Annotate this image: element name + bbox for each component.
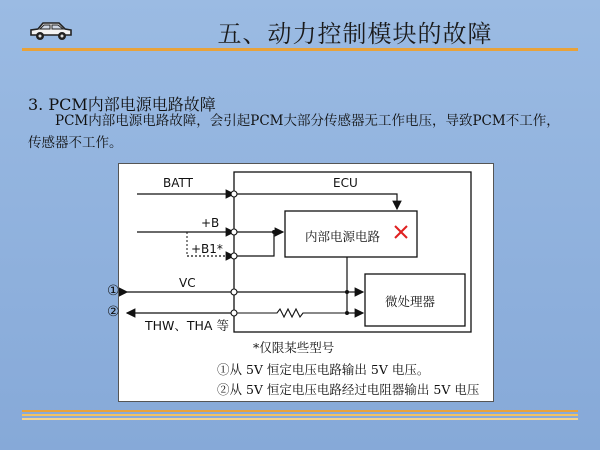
batt-label: BATT xyxy=(163,176,193,190)
plus-b-label: +B xyxy=(201,216,220,230)
footnote-one: ①从 5V 恒定电压电路输出 5V 电压。 xyxy=(217,362,430,377)
footnote-star: *仅限某些型号 xyxy=(253,340,335,355)
pcm-power-circuit-diagram xyxy=(107,163,494,402)
section-heading: 3. PCM内部电源电路故障 xyxy=(28,95,216,114)
footnote-two: ②从 5V 恒定电压电路经过电阻器输出 5V 电压 xyxy=(217,382,480,397)
ecu-box xyxy=(234,172,471,332)
footer-rule-3 xyxy=(22,418,578,420)
plus-b1-label: +B1* xyxy=(191,242,223,256)
fault-mark-icon xyxy=(395,226,407,238)
ecu-label: ECU xyxy=(333,176,358,190)
internal-power-label: 内部电源电路 xyxy=(305,229,381,244)
slide-header xyxy=(0,0,600,52)
microprocessor-label: 微处理器 xyxy=(385,294,436,309)
footer-rule-2 xyxy=(22,414,578,416)
slide-title: 五、动力控制模块的故障 xyxy=(217,20,493,48)
section-paragraph: PCM内部电源电路故障，会引起PCM大部分传感器无工作电压，导致PCM不工作，传感器不工作。 xyxy=(28,113,560,151)
circle-two-label: ② xyxy=(107,304,120,320)
vc-label: VC xyxy=(179,276,196,290)
footer-rule-1 xyxy=(22,410,578,412)
thw-tha-label: THW、THA 等 xyxy=(145,318,229,333)
circle-one-label: ① xyxy=(107,283,120,299)
title-divider xyxy=(22,48,578,51)
